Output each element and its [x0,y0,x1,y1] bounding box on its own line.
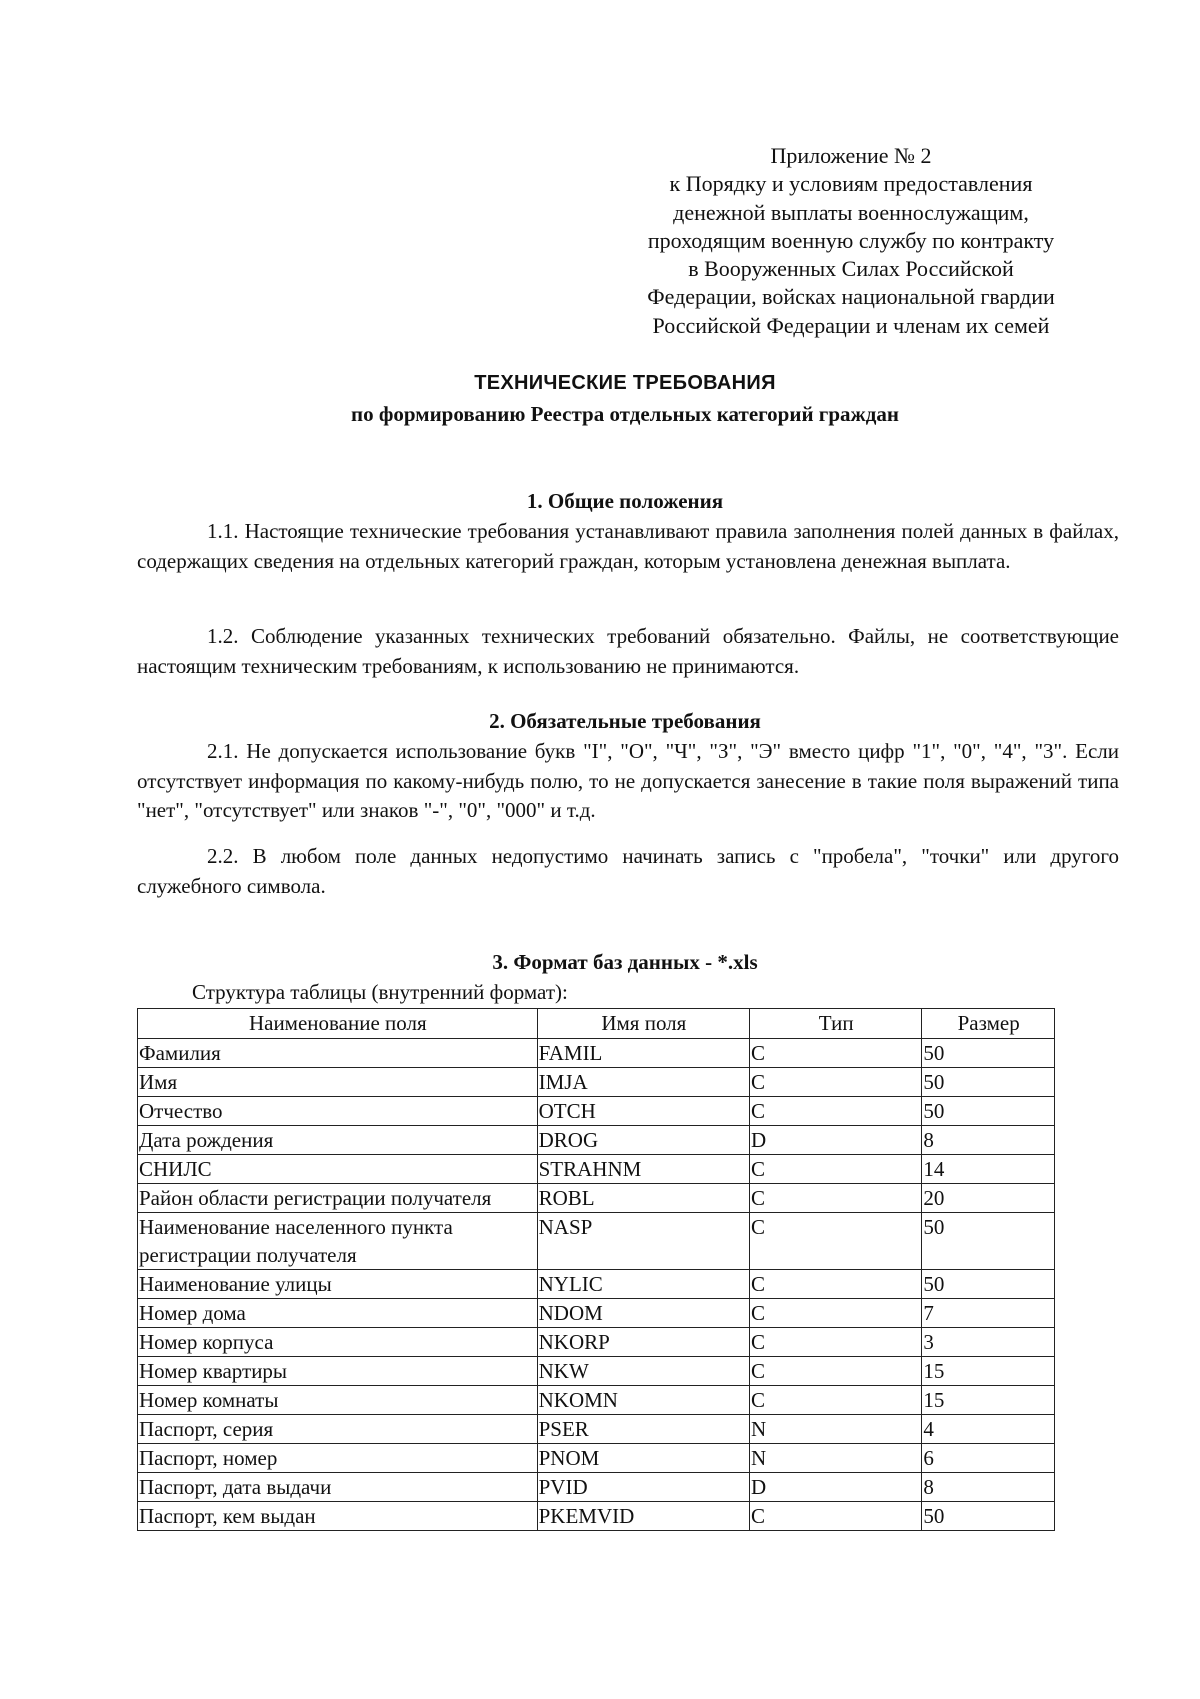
cell-field-description: Фамилия [138,1039,538,1068]
cell-field-size: 3 [922,1328,1055,1357]
paragraph-1-2: 1.2. Соблюдение указанных технических требований обязательно. Файлы, не соответствующие настоящим техническим требованиям, к использованию не принимаются. [137,624,1119,678]
cell-field-type: C [750,1357,922,1386]
cell-field-description: Район области регистрации получателя [138,1184,538,1213]
cell-field-description: СНИЛС [138,1155,538,1184]
cell-field-name: FAMIL [537,1039,749,1068]
cell-field-type: C [750,1097,922,1126]
appendix-line: к Порядку и условиям предоставления [669,171,1033,197]
table-row [138,1068,1055,1097]
cell-field-size: 8 [922,1126,1055,1155]
cell-field-type: C [750,1213,922,1270]
table-row [138,1097,1055,1126]
cell-field-description: Дата рождения [138,1126,538,1155]
cell-field-description: Номер комнаты [138,1386,538,1415]
appendix-line: проходящим военную службу по контракту [647,227,1055,253]
cell-field-description: Номер дома [138,1299,538,1328]
cell-field-description: Отчество [138,1097,538,1126]
cell-field-type: C [750,1270,922,1299]
cell-field-description: Наименование улицы [138,1270,538,1299]
table-row [138,1502,1055,1531]
cell-field-description: Наименование населенного пункта регистрации получателя [138,1213,538,1270]
cell-field-type: C [750,1502,922,1531]
appendix-line: Федерации, войсках национальной гвардии [647,284,1055,310]
section-3-heading: 3. Формат баз данных - *.xls [492,950,758,974]
cell-field-size: 15 [922,1357,1055,1386]
cell-field-type: D [750,1473,922,1502]
appendix-line: денежной выплаты военнослужащим, [673,199,1029,225]
cell-field-type: N [750,1415,922,1444]
column-header-type: Тип [750,1009,922,1039]
column-header-size: Размер [922,1009,1055,1039]
cell-field-size: 50 [922,1097,1055,1126]
cell-field-size: 50 [922,1213,1055,1270]
cell-field-size: 20 [922,1184,1055,1213]
cell-field-description: Номер квартиры [138,1357,538,1386]
table-row [138,1299,1055,1328]
cell-field-name: PKEMVID [537,1502,749,1531]
section-1-heading: 1. Общие положения [526,489,724,513]
cell-field-name: PVID [537,1473,749,1502]
cell-field-size: 14 [922,1155,1055,1184]
cell-field-name: OTCH [537,1097,749,1126]
table-header-row [138,1009,1055,1039]
table-row [138,1444,1055,1473]
cell-field-name: NDOM [537,1299,749,1328]
cell-field-size: 15 [922,1386,1055,1415]
cell-field-description: Номер корпуса [138,1328,538,1357]
column-header-name: Наименование поля [138,1009,538,1039]
cell-field-size: 8 [922,1473,1055,1502]
table-row [138,1328,1055,1357]
cell-field-type: N [750,1444,922,1473]
cell-field-name: NKORP [537,1328,749,1357]
cell-field-description: Паспорт, номер [138,1444,538,1473]
cell-field-name: STRAHNM [537,1155,749,1184]
cell-field-name: PSER [537,1415,749,1444]
table-row [138,1155,1055,1184]
cell-field-size: 50 [922,1068,1055,1097]
appendix-line: в Вооруженных Силах Российской [688,256,1014,282]
cell-field-description: Паспорт, серия [138,1415,538,1444]
cell-field-name: DROG [537,1126,749,1155]
section-2-heading: 2. Обязательные требования [489,709,761,733]
cell-field-type: C [750,1328,922,1357]
cell-field-type: C [750,1155,922,1184]
column-header-field: Имя поля [537,1009,749,1039]
table-row [138,1184,1055,1213]
cell-field-description: Паспорт, дата выдачи [138,1473,538,1502]
appendix-line: Приложение № 2 [770,143,932,168]
cell-field-description: Имя [138,1068,538,1097]
table-row [138,1386,1055,1415]
cell-field-type: C [750,1184,922,1213]
cell-field-type: C [750,1068,922,1097]
cell-field-type: D [750,1126,922,1155]
cell-field-name: ROBL [537,1184,749,1213]
table-row [138,1357,1055,1386]
document-title: ТЕХНИЧЕСКИЕ ТРЕБОВАНИЯ [474,372,776,394]
cell-field-type: C [750,1299,922,1328]
table-row [138,1213,1055,1270]
table-body [138,1039,1055,1531]
paragraph-2-1: 2.1. Не допускается использование букв "I", "О", "Ч", "З", "Э" вместо цифр "1", "0", "4", "3". Если отсутствует информация по какому-нибудь полю, то не допускается занесение в такие поля выражений типа "нет", "отсутствует" или знаков "-", "0", "000" и т.д. [137,739,1119,822]
table-row [138,1126,1055,1155]
cell-field-type: C [750,1386,922,1415]
cell-field-name: PNOM [537,1444,749,1473]
paragraph-2-2: 2.2. В любом поле данных недопустимо начинать запись с "пробела", "точки" или другого служебного символа. [137,844,1119,898]
cell-field-name: IMJA [537,1068,749,1097]
fields-table [137,1008,1055,1531]
cell-field-description: Паспорт, кем выдан [138,1502,538,1531]
cell-field-size: 50 [922,1270,1055,1299]
document-subtitle: по формированию Реестра отдельных категорий граждан [351,402,899,426]
table-caption: Структура таблицы (внутренний формат): [192,980,568,1004]
cell-field-name: NKW [537,1357,749,1386]
appendix-header [600,142,1102,340]
cell-field-size: 6 [922,1444,1055,1473]
table-row [138,1039,1055,1068]
appendix-line: Российской Федерации и членам их семей [652,312,1050,338]
cell-field-name: NASP [537,1213,749,1270]
cell-field-size: 7 [922,1299,1055,1328]
table-row [138,1415,1055,1444]
table-row [138,1473,1055,1502]
cell-field-name: NYLIC [537,1270,749,1299]
cell-field-size: 4 [922,1415,1055,1444]
cell-field-size: 50 [922,1502,1055,1531]
cell-field-type: C [750,1039,922,1068]
cell-field-name: NKOMN [537,1386,749,1415]
table-row [138,1270,1055,1299]
cell-field-size: 50 [922,1039,1055,1068]
paragraph-1-1: 1.1. Настоящие технические требования устанавливают правила заполнения полей данных в файлах, содержащих сведения на отдельных категорий граждан, которым установлена денежная выплата. [137,519,1119,573]
